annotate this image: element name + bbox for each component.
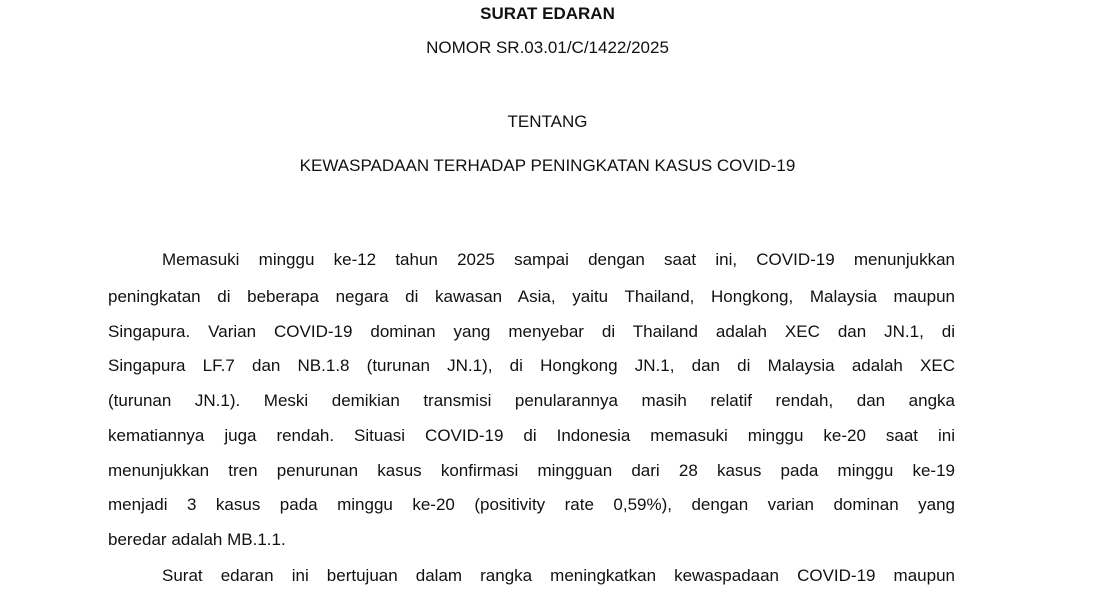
document-title: SURAT EDARAN [480,4,615,23]
paragraph-line: (turunan JN.1). Meski demikian transmisi penularannya masih relatif rendah, dan angka [108,391,955,410]
paragraph-line: beredar adalah MB.1.1. [108,530,286,549]
document-number: NOMOR SR.03.01/C/1422/2025 [426,38,669,57]
document-subject: KEWASPADAAN TERHADAP PENINGKATAN KASUS COVID-19 [299,156,796,175]
paragraph-line: Singapura LF.7 dan NB.1.8 (turunan JN.1), di Hongkong JN.1, dan di Malaysia adalah XEC [108,356,955,375]
paragraph-line: Surat edaran ini bertujuan dalam rangka meningkatkan kewaspadaan COVID-19 maupun [162,566,955,585]
paragraph-line: menjadi 3 kasus pada minggu ke-20 (positivity rate 0,59%), dengan varian dominan yang [108,495,955,514]
paragraph-line: kematiannya juga rendah. Situasi COVID-19 di Indonesia memasuki minggu ke-20 saat ini [108,426,955,445]
paragraph-line: Memasuki minggu ke-12 tahun 2025 sampai dengan saat ini, COVID-19 menunjukkan [162,250,955,269]
paragraph-line: peningkatan di beberapa negara di kawasan Asia, yaitu Thailand, Hongkong, Malaysia maupun [108,287,955,306]
paragraph-line: menunjukkan tren penurunan kasus konfirmasi mingguan dari 28 kasus pada minggu ke-19 [108,461,955,480]
about-label: TENTANG [507,112,588,131]
paragraph-line: Singapura. Varian COVID-19 dominan yang menyebar di Thailand adalah XEC dan JN.1, di [108,322,955,341]
